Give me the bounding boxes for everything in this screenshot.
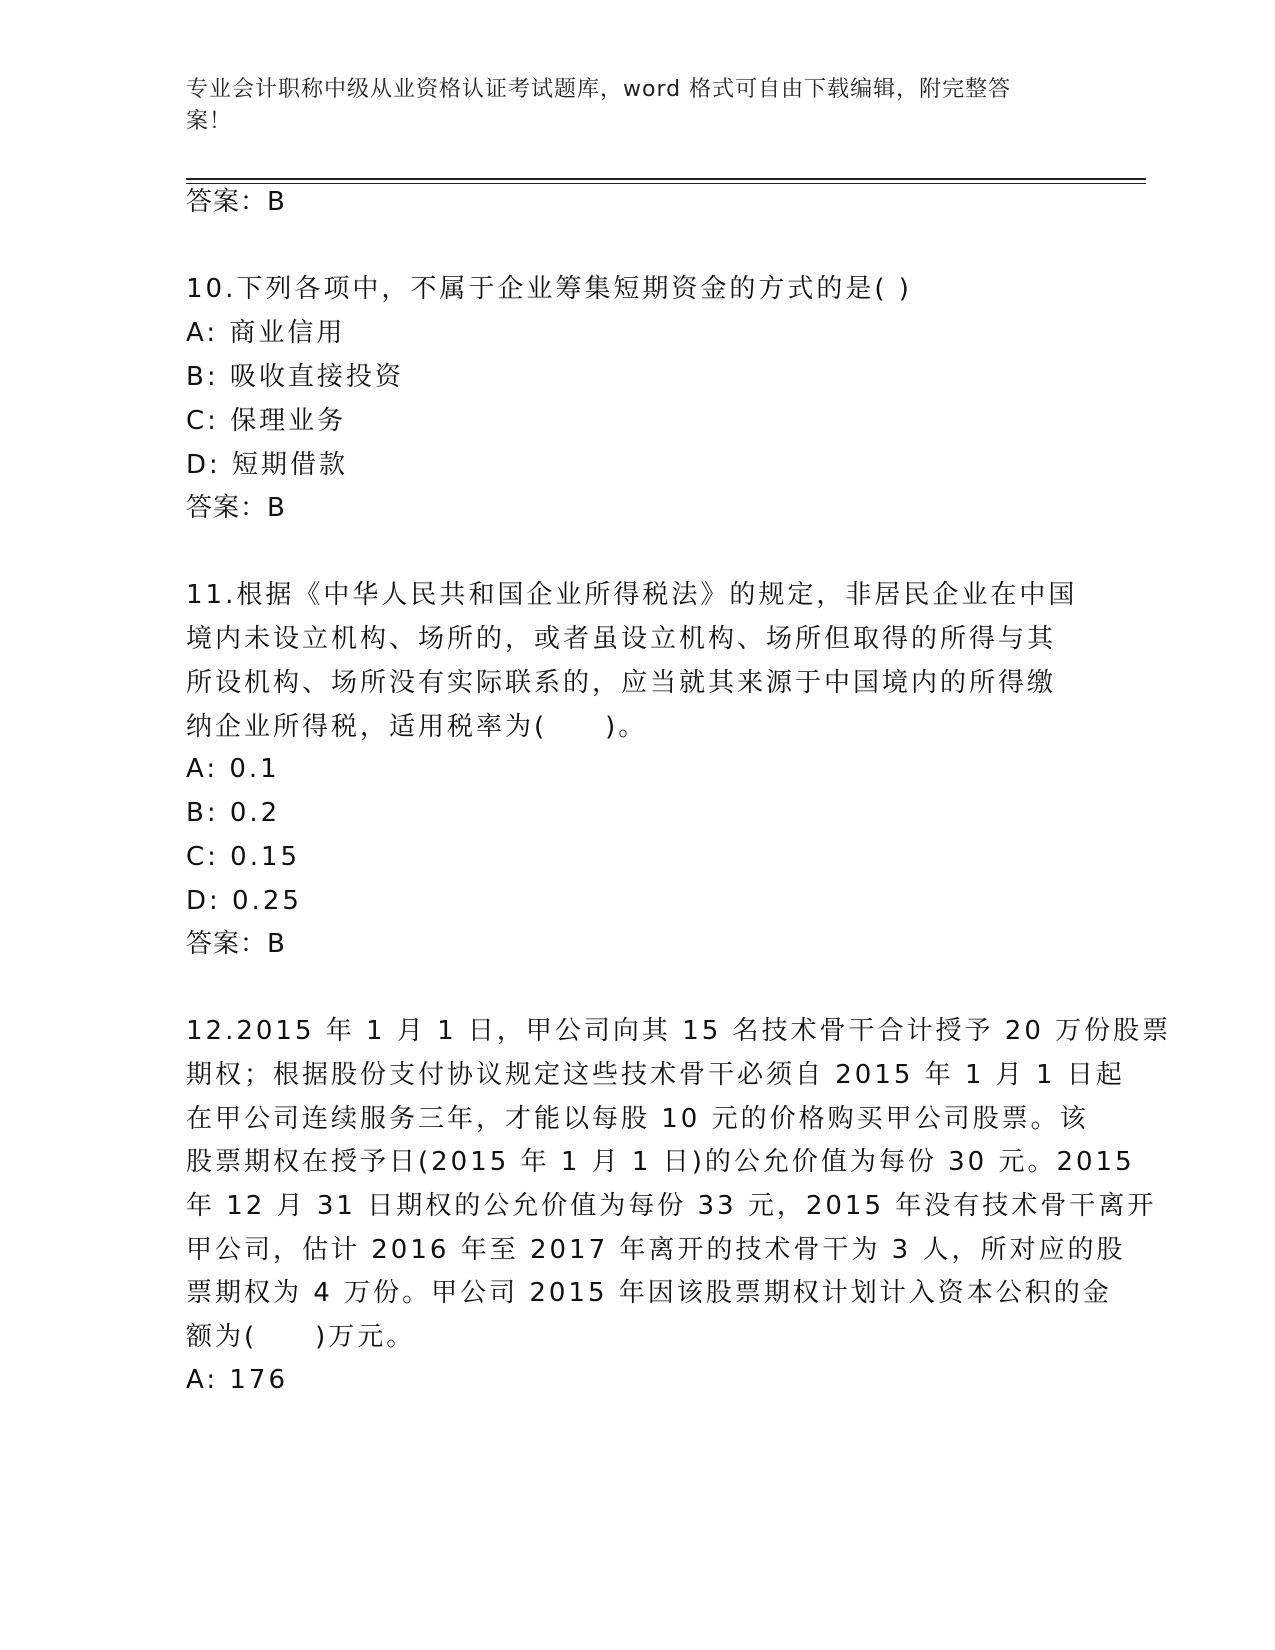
option-d: D: 0.25 [186,886,302,916]
header-note-line: 案！ [186,109,233,134]
header-divider-thin [186,183,1146,184]
option-c: C: 保理业务 [186,406,347,436]
question-stem-line: 纳企业所得税，适用税率为( )。 [186,712,648,742]
question-stem-line: 甲公司，估计 2016 年至 2017 年离开的技术骨干为 3 人，所对应的股 [186,1235,1126,1265]
question-stem-line: 12.2015 年 1 月 1 日，甲公司向其 15 名技术骨干合计授予 20 万份股票 [186,1016,1172,1046]
option-b: B: 吸收直接投资 [186,362,404,392]
question-stem-line: 年 12 月 31 日期权的公允价值为每份 33 元，2015 年没有技术骨干离开 [186,1191,1157,1221]
question-stem-line: 额为( )万元。 [186,1322,416,1352]
question-stem-line: 11.根据《中华人民共和国企业所得税法》的规定，非居民企业在中国 [186,580,1078,610]
option-c: C: 0.15 [186,842,301,872]
option-a: A: 0.1 [186,754,280,784]
option-a: A: 商业信用 [186,318,346,348]
option-a: A: 176 [186,1365,288,1395]
question-stem-line: 股票期权在授予日(2015 年 1 月 1 日)的公允价值为每份 30 元。2015 [186,1147,1135,1177]
question-stem-line: 期权；根据股份支付协议规定这些技术骨干必须自 2015 年 1 月 1 日起 [186,1060,1125,1090]
question-stem-line: 10.下列各项中，不属于企业筹集短期资金的方式的是( ) [186,274,912,304]
answer-line: 答案：B [186,187,286,217]
answer-line: 答案：B [186,493,286,523]
question-stem-line: 票期权为 4 万份。甲公司 2015 年因该股票期权计划计入资本公积的金 [186,1278,1112,1308]
option-b: B: 0.2 [186,798,281,828]
question-stem-line: 所设机构、场所没有实际联系的，应当就其来源于中国境内的所得缴 [186,668,1057,698]
header-note [186,74,1066,138]
header-note-line: 专业会计职称中级从业资格认证考试题库，word 格式可自由下载编辑，附完整答 [186,77,1012,102]
header-divider [186,178,1146,180]
question-stem-line: 境内未设立机构、场所的，或者虽设立机构、场所但取得的所得与其 [186,624,1057,654]
question-stem-line: 在甲公司连续服务三年，才能以每股 10 元的价格购买甲公司股票。该 [186,1104,1089,1134]
answer-line: 答案：B [186,929,286,959]
option-d: D: 短期借款 [186,450,349,480]
